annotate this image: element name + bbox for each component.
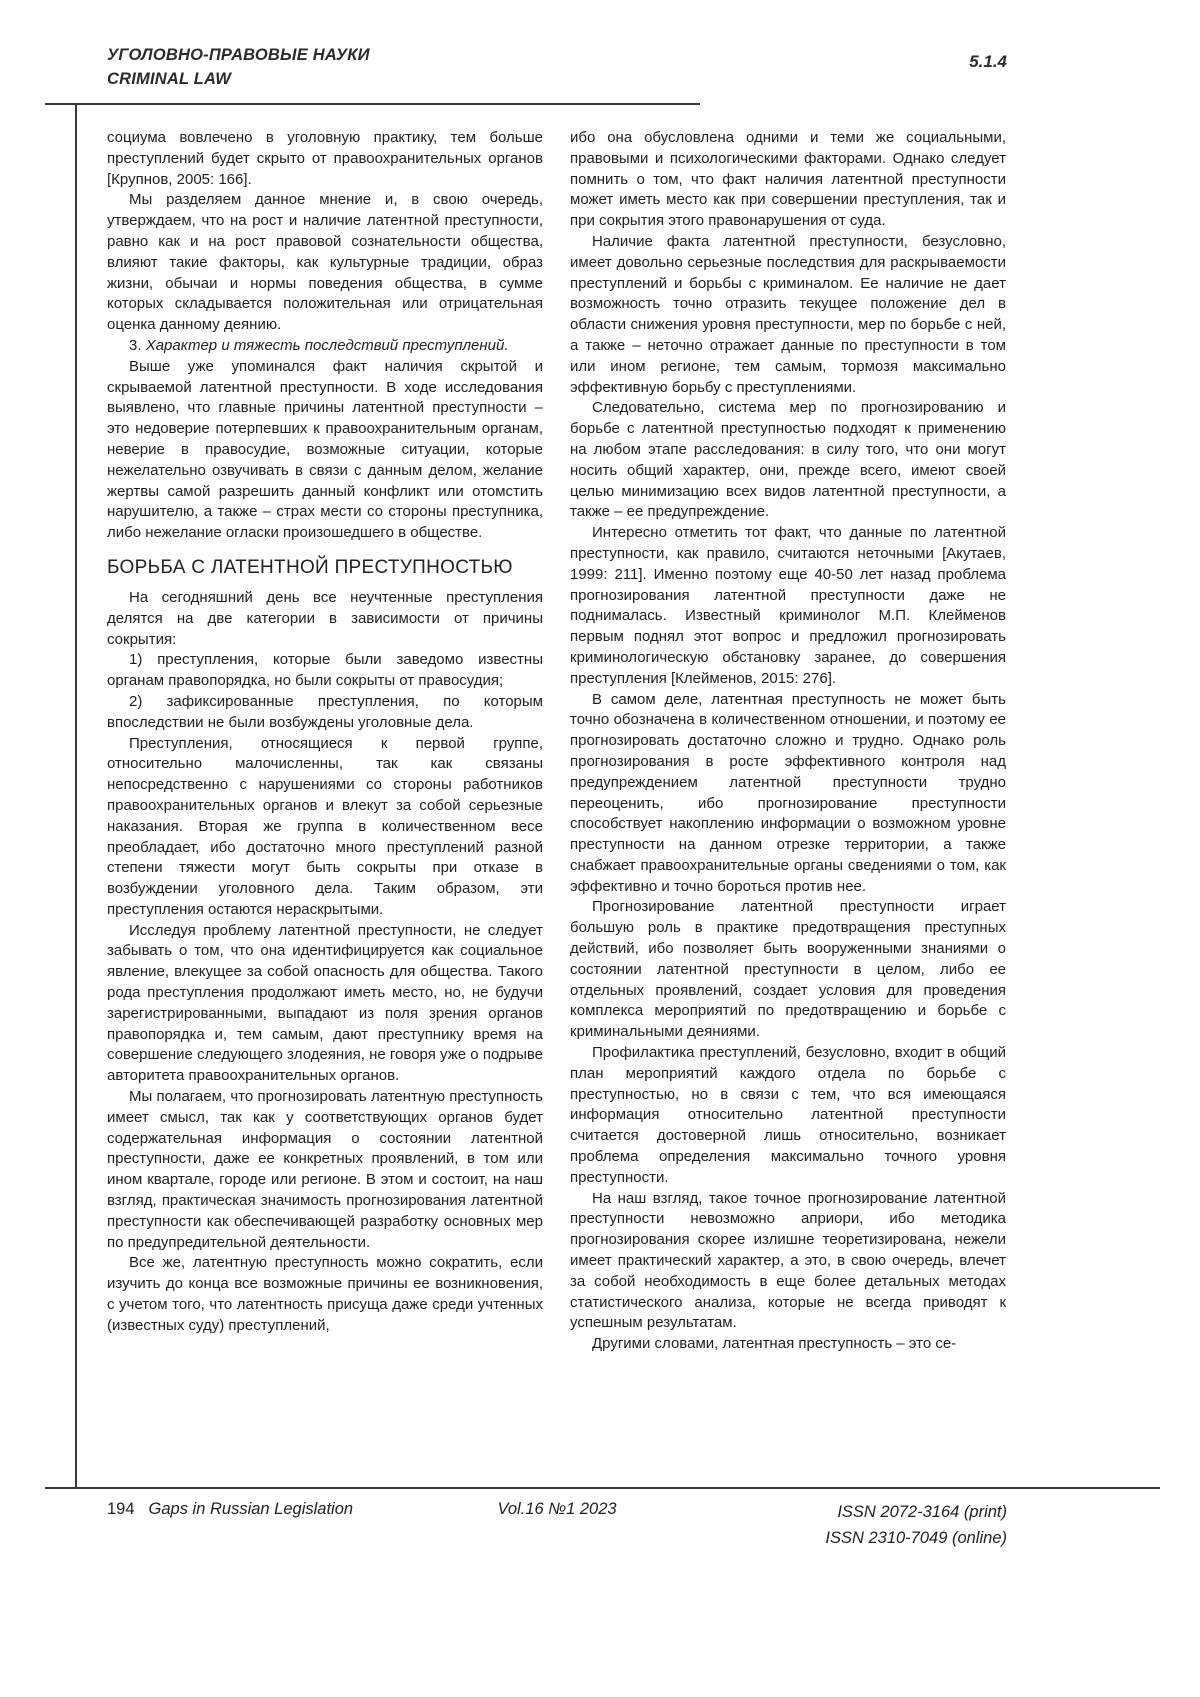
paragraph: Все же, латентную преступность можно сократить, если изучить до конца все возможные причины ее возникновения, с учетом того, что латентность присуща даже среди учтенных (известных суду) преступлений, [107,1254,543,1334]
footer-right [617,1500,1007,1551]
paragraph: Другими словами, латентная преступность – это се- [592,1335,957,1353]
header-section-en: CRIMINAL LAW [107,69,231,88]
paragraph: Выше уже упоминался факт наличия скрытой и скрываемой латентной преступности. В ходе исследования выявлено, что главные причины латентной преступности – это недоверие потерпевших к правоохранительным органам, неверие в правосудие, возможные ситуации, которые нежелательно озвучивать в связи с данным делом, желание жертвы самой разрешить данный конфликт или отомстить нарушителю, а также – страх мести со стороны преступника, либо нежелание огласки произошедшего в обществе. [107,357,543,542]
paragraph: Прогнозирование латентной преступности играет большую роль в практике предотвращения преступных действий, ибо позволяет быть вооруженными знаниями о состоянии латентной преступности в целом, либо ее отдельных проявлений, создает условия для проведения комплекса мероприятий по предотвращению и борьбе с криминальными деяниями. [570,898,1006,1041]
right-column [570,128,1006,1480]
paragraph: Интересно отметить тот факт, что данные по латентной преступности, как правило, считаются неточными [Акутаев, 1999: 211]. Именно поэтому еще 40-50 лет назад проблема прогнозирования латентной преступности даже не поднималась. Известный криминолог М.П. Клейменов первым поднял этот вопрос и предложил прогнозировать криминологическую обстановку заранее, до совершения преступления [Клейменов, 2015: 276]. [570,524,1006,687]
paragraph: Наличие факта латентной преступности, безусловно, имеет довольно серьезные последствия для раскрываемости преступлений и борьбы с криминалом. Ее наличие не дает возможность точно отразить текущее положение дел в области снижения уровня преступности, мер по борьбе с ней, а также – неточно отражает данные по преступности в том или ином регионе, тем самым, тормозя максимально эффективную борьбу с преступлениями. [570,232,1006,396]
section-heading: БОРЬБА С ЛАТЕНТНОЙ ПРЕСТУПНОСТЬЮ [107,556,513,578]
footer-rule [45,1487,1160,1489]
header-section-ru: УГОЛОВНО-ПРАВОВЫЕ НАУКИ [107,46,370,64]
italic-run: Характер и тяжесть последствий преступлений. [145,336,509,354]
footer-left [107,1500,497,1519]
paragraph: На сегодняшний день все неучтенные преступления делятся на две категории в зависимости от причины сокрытия: [107,588,543,648]
left-margin-rule [75,103,77,1488]
paragraph: Профилактика преступлений, безусловно, входит в общий план мероприятий каждого отдела по борьбе с преступностью, но в связи с тем, что вся имеющаяся информация относительно латентной преступности считается достоверной лишь относительно, возникает проблема определения максимально точного уровня преступности. [570,1044,1006,1186]
paragraph: ибо она обусловлена одними и теми же социальными, правовыми и психологическими факторами. Однако следует помнить о том, что факт наличия латентной преступности может иметь место как при совершении преступления, так и при сокрытия этого правонарушения от суда. [570,129,1006,230]
paragraph: В самом деле, латентная преступность не может быть точно обозначена в количественном отношении, и поэтому ее прогнозировать достаточно сложно и трудно. Однако роль прогнозирования в росте эффективного контроля над предупреждением латентной преступности трудно переоценить, ибо прогнозирование преступности способствует накоплению информации о возможном уровне преступности на данном отрезке территории, а также снабжает правоохранительные органы сведениями о том, как эффективно и точно бороться против нее. [570,690,1006,895]
paragraph: На наш взгляд, такое точное прогнозирование латентной преступности невозможно априори, ибо методика прогнозирования скорее излишне теоретизирована, нежели имеет практический характер, а это, в свою очередь, влечет за собой необходимость в еще более детальных методах статистического анализа, которые не всегда приводят к успешным результатам. [570,1189,1006,1332]
journal-title: Gaps in Russian Legislation [148,1500,354,1518]
paragraph: 2) зафиксированные преступления, по которым впоследствии не были возбуждены уголовные дела. [107,692,543,731]
paragraph: Преступления, относящиеся к первой группе, относительно малочисленны, так как связаны непосредственно с нарушениями со стороны работников правоохранительных органов и влекут за собой серьезные наказания. Вторая же группа в количественном весе преобладает, ибо достаточно много преступлений разной степени тяжести могут быть сокрыты при отказе в возбуждении уголовного дела. Таким образом, эти преступления остаются нераскрытыми. [107,734,543,918]
paragraph: Мы полагаем, что прогнозировать латентную преступность имеет смысл, так как у соответствующих органов будет содержательная информация о состоянии латентной преступности, даже ее конкретных проявлений, в том или ином квартале, городе или регионе. В этом и состоит, на наш взгляд, практическая значимость прогнозирования латентной преступности как обеспечивающей разработку основных мер по предупредительной деятельности. [107,1088,543,1251]
article-body [107,128,1007,1480]
issn-print: ISSN 2072-3164 (print) [837,1503,1007,1521]
volume-issue: Vol.16 №1 2023 [497,1500,617,1518]
page-footer [107,1500,1007,1551]
paragraph: Исследуя проблему латентной преступности, не следует забывать о том, что она идентифицируется как социальное явление, влекущее за собой опасность для общества. Такого рода преступления продолжают иметь место, но, не будучи зарегистрированными, выпадают из поля зрения органов правопорядка и, тем самым, дают преступнику время на совершение следующего злодеяния, не говоря уже о подрыве авторитета правоохранительных органов. [107,921,543,1085]
paragraph: Мы разделяем данное мнение и, в свою очередь, утверждаем, что на рост и наличие латентной преступности, равно как и на рост правовой сознательности общества, влияют такие факторы, как культурные традиции, образ жизни, обычаи и нормы поведения общества, в сумме которых складывается положительная или отрицательная оценка данному деянию. [107,191,543,334]
header-section-code: 5.1.4 [969,52,1007,71]
paragraph: 1) преступления, которые были заведомо известны органам правопорядка, но были сокрыты от правосудия; [107,651,543,690]
list-number: 3. [129,336,146,354]
paragraph: Следовательно, система мер по прогнозированию и борьбе с латентной преступностью подходят к применению на любом этапе расследования: в силу того, что они могут носить общий характер, они, прежде всего, имеют своей целью минимизацию всех видов латентной преступности, а также – ее предупреждение. [570,399,1006,521]
page-number: 194 [107,1500,135,1518]
issn-online: ISSN 2310-7049 (online) [825,1528,1007,1547]
left-column [107,128,543,1480]
page-header [107,44,370,92]
paragraph: социума вовлечено в уголовную практику, тем больше преступлений будет скрыто от правоохранительных органов [Крупнов, 2005: 166]. [107,129,543,188]
paragraph [107,336,543,357]
header-rule [45,103,700,105]
